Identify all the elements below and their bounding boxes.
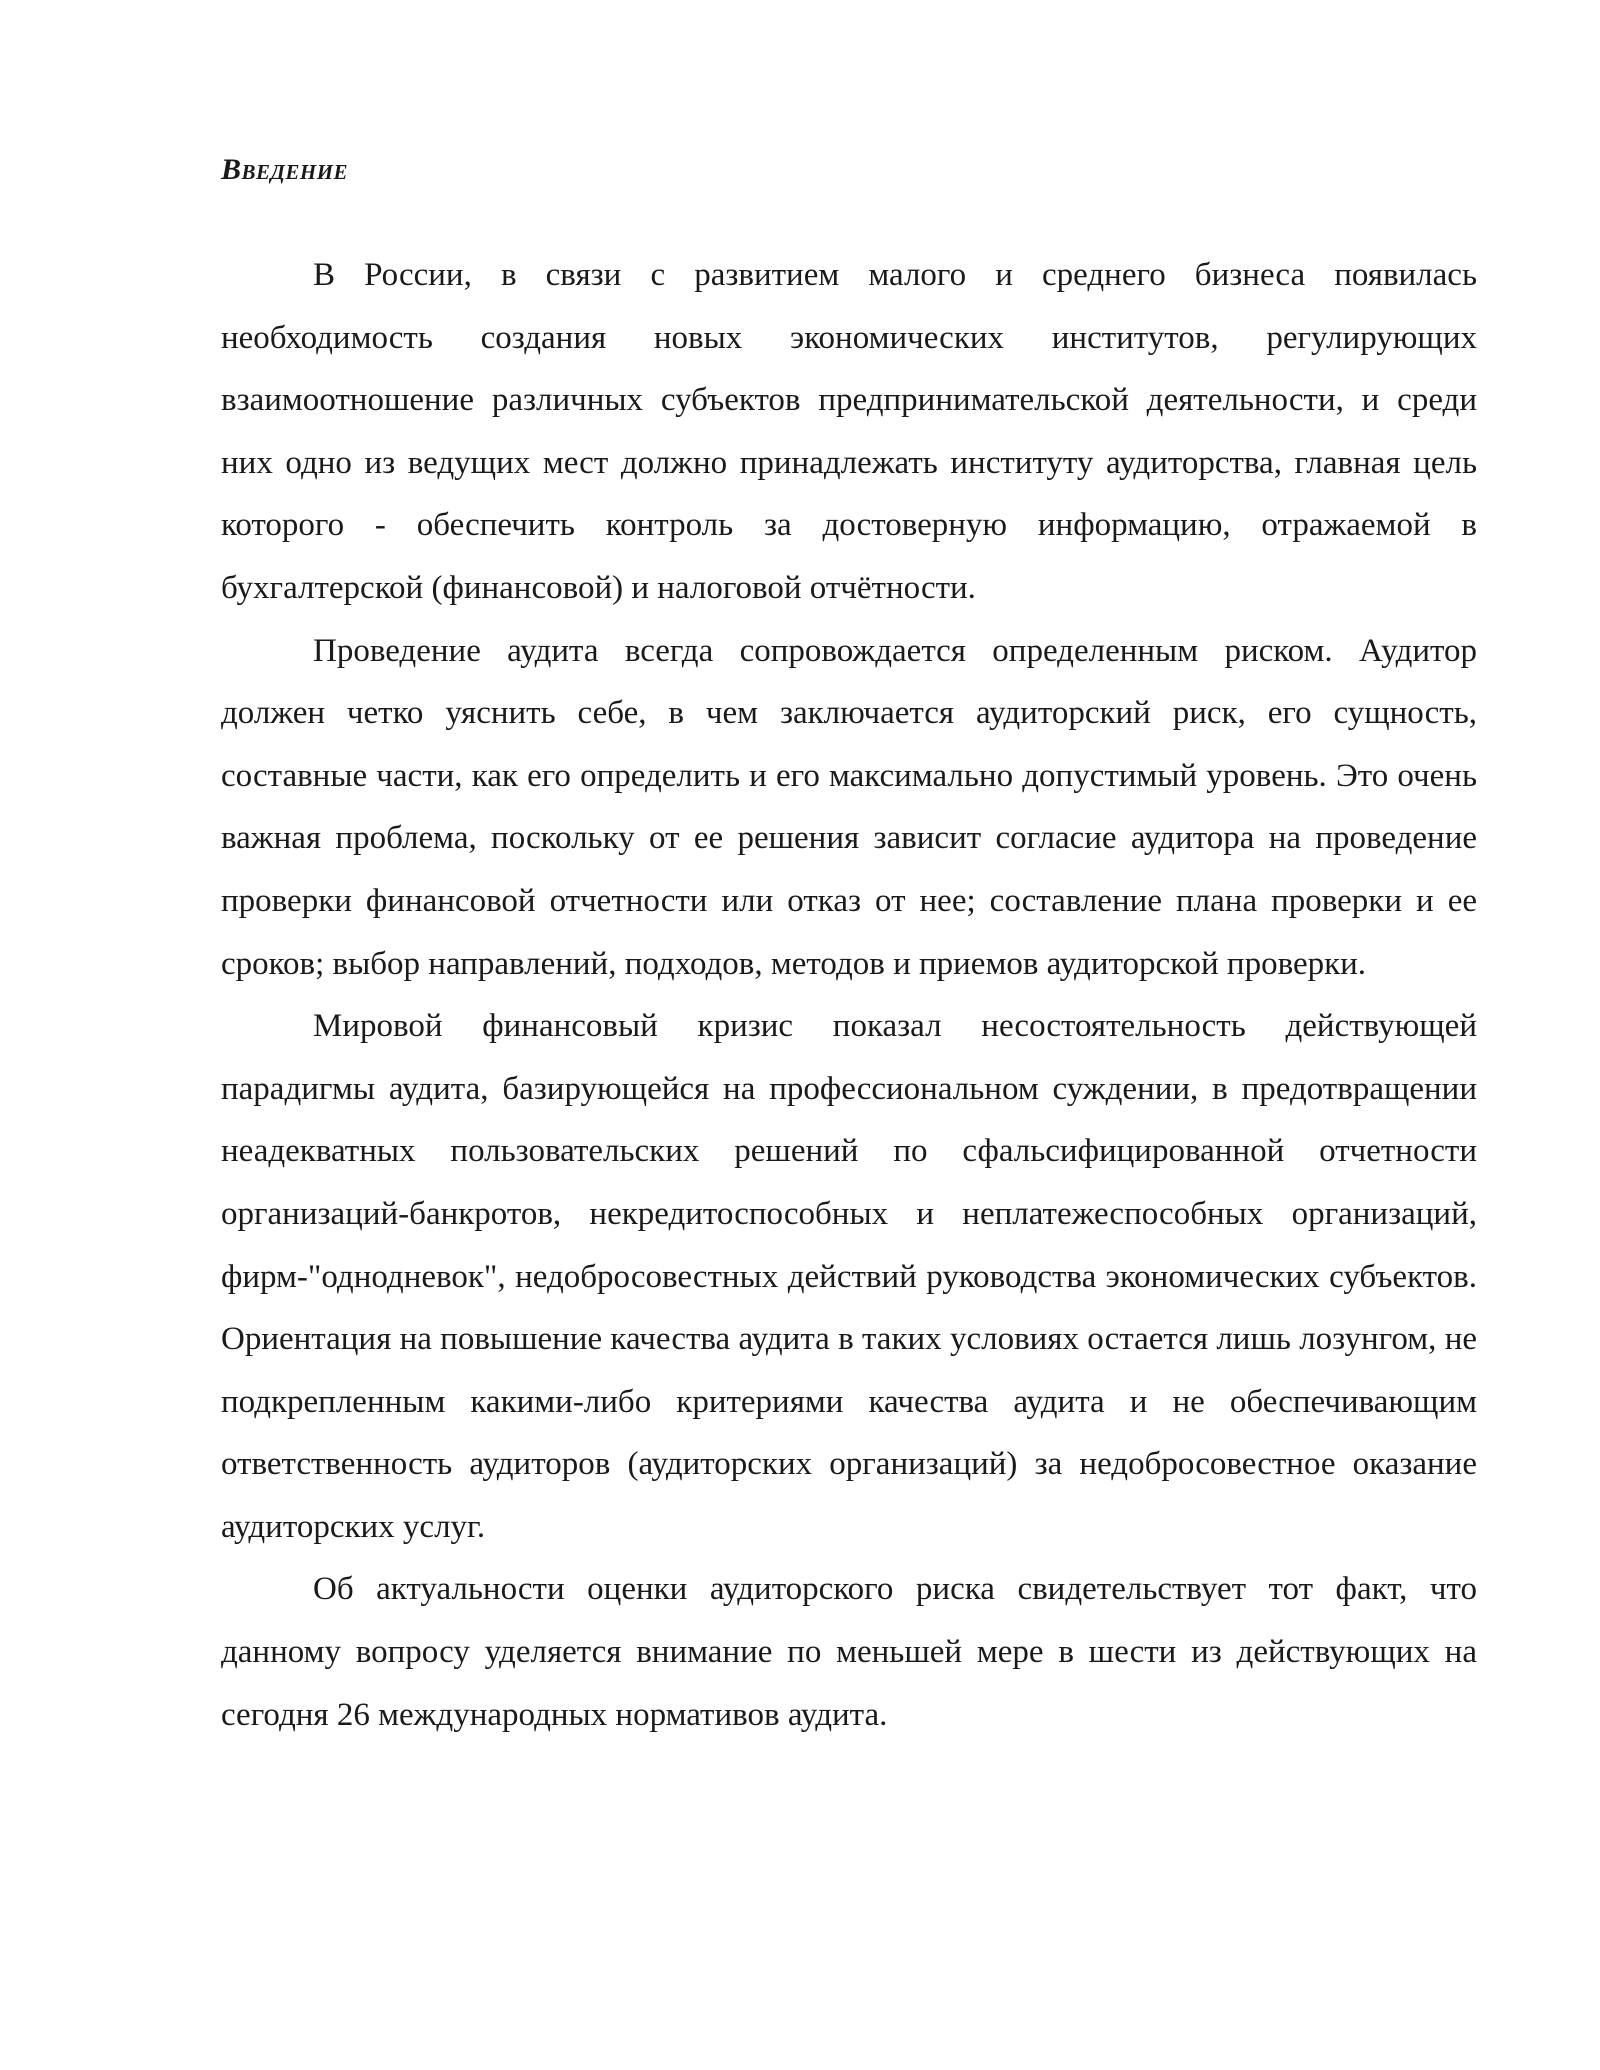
section-heading: Введение: [221, 153, 349, 186]
paragraph-3: Мировой финансовый кризис показал несостоятельность действующей парадигмы аудита, базирующейся на профессиональном суждении, в предотвращении неадекватных пользовательских решений по сфальсифицированной отчетности организаций-банкротов, некредитоспособных и неплатежеспособных организаций, фирм-"однодневок", недобросовестных действий руководства экономических субъектов. Ориентация на повышение качества аудита в таких условиях остается лишь лозунгом, не подкрепленным какими-либо критериями качества аудита и не обеспечивающим ответственность аудиторов (аудиторских организаций) за недобросовестное оказание аудиторских услуг.: [221, 1008, 1477, 1545]
document-body: [221, 148, 1477, 1746]
paragraph-4: Об актуальности оценки аудиторского риска свидетельствует тот факт, что данному вопросу уделяется внимание по меньшей мере в шести из действующих на сегодня 26 международных нормативов аудита.: [221, 1571, 1477, 1733]
paragraph-2: Проведение аудита всегда сопровождается определенным риском. Аудитор должен четко уяснить себе, в чем заключается аудиторский риск, его сущность, составные части, как его определить и его максимально допустимый уровень. Это очень важная проблема, поскольку от ее решения зависит согласие аудитора на проведение проверки финансовой отчетности или отказ от нее; составление плана проверки и ее сроков; выбор направлений, подходов, методов и приемов аудиторской проверки.: [221, 632, 1477, 982]
paragraph-1: В России, в связи с развитием малого и среднего бизнеса появилась необходимость создания новых экономических институтов, регулирующих взаимоотношение различных субъектов предпринимательской деятельности, и среди них одно из ведущих мест должно принадлежать институту аудиторства, главная цель которого - обеспечить контроль за достоверную информацию, отражаемой в бухгалтерской (финансовой) и налоговой отчётности.: [221, 257, 1477, 606]
